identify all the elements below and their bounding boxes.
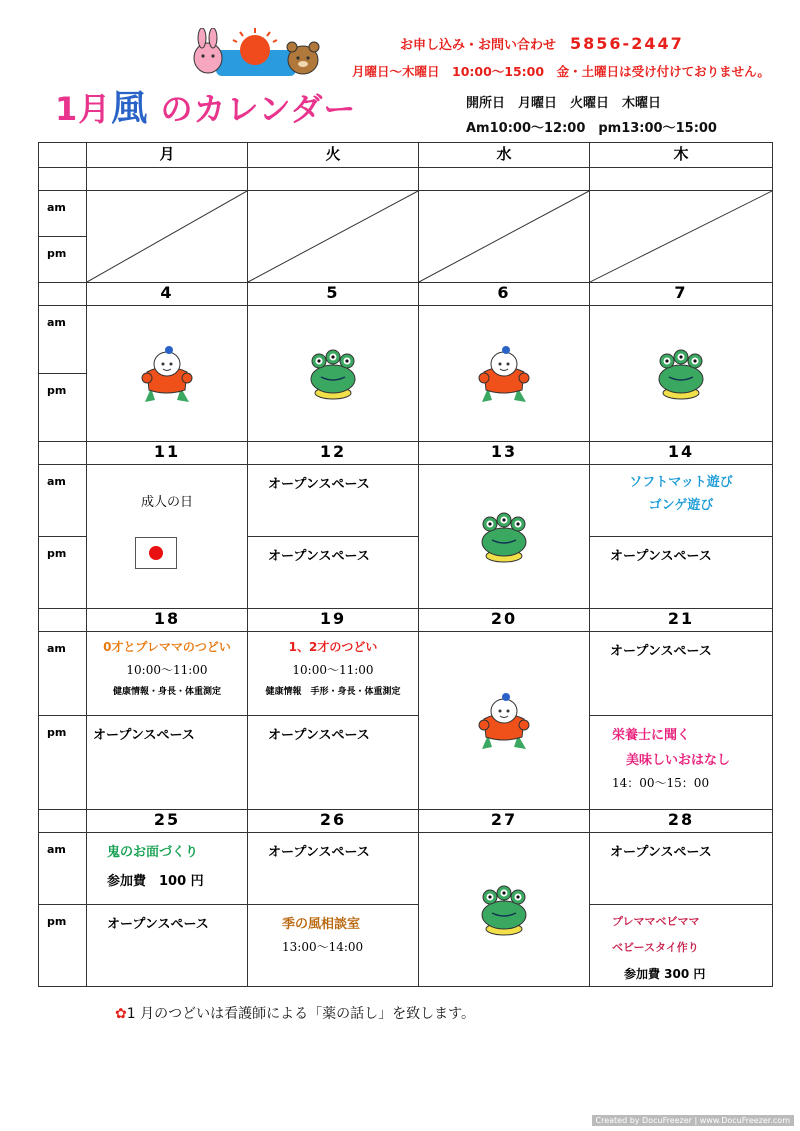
sun-animals-logo-icon	[188, 28, 323, 84]
green-frog-icon	[478, 510, 530, 564]
pm-label: pm	[39, 905, 87, 987]
am-label: am	[39, 465, 87, 537]
pm-label: pm	[39, 537, 87, 609]
day-cell	[590, 537, 773, 609]
contact-number: 5856-2447	[570, 34, 684, 53]
date-cell: 7	[590, 283, 773, 306]
event-title: オープンスペース	[268, 549, 370, 564]
date-cell: 25	[87, 810, 248, 833]
date-cell: 21	[590, 609, 773, 632]
green-frog-icon	[655, 347, 707, 401]
date-cell: 13	[419, 442, 590, 465]
date-cell: 6	[419, 283, 590, 306]
date-cell: 4	[87, 283, 248, 306]
am-label: am	[39, 191, 87, 237]
day-cell	[590, 905, 773, 987]
day-cell	[87, 632, 248, 716]
event-title: 美味しいおはなし	[626, 753, 731, 768]
empty-cell	[248, 191, 419, 283]
week3-am-row	[39, 632, 773, 716]
week3-date-row	[39, 609, 773, 632]
mascot-character-icon	[478, 344, 530, 404]
credit-badge: Created by DocuFreezer | www.DocuFreezer.com	[592, 1115, 795, 1126]
day-cell	[87, 833, 248, 905]
am-label: am	[39, 306, 87, 374]
open-days: 開所日 月曜日 火曜日 木曜日	[466, 96, 662, 111]
date-cell: 11	[87, 442, 248, 465]
empty-cell	[419, 191, 590, 283]
empty-cell	[87, 191, 248, 283]
date-cell: 26	[248, 810, 419, 833]
weekday-tue: 火	[248, 143, 419, 168]
event-title: 栄養士に聞く	[612, 728, 691, 743]
contact-line	[400, 34, 684, 53]
event-title: 1、2才のつどい	[288, 640, 378, 654]
am-label: am	[39, 833, 87, 905]
day-cell	[248, 905, 419, 987]
date-cell: 28	[590, 810, 773, 833]
date-cell: 20	[419, 609, 590, 632]
weekday-wed: 水	[419, 143, 590, 168]
week4-am-row	[39, 833, 773, 905]
event-title: 0才とプレママのつどい	[103, 640, 231, 654]
event-time: 14：00～15：00	[612, 776, 710, 790]
event-title: オープンスペース	[93, 728, 195, 743]
day-cell	[87, 306, 248, 442]
date-cell: 12	[248, 442, 419, 465]
day-cell	[248, 306, 419, 442]
week1-am-row	[39, 306, 773, 374]
green-frog-icon	[478, 883, 530, 937]
event-title: オープンスペース	[268, 845, 370, 860]
day-cell	[419, 833, 590, 987]
event-fee: 参加費 100 円	[107, 874, 204, 889]
calendar-table	[38, 142, 773, 987]
week4-pm-row	[39, 905, 773, 987]
page-title	[55, 80, 356, 131]
week0-am-row	[39, 191, 773, 237]
japan-flag-icon	[135, 537, 177, 569]
weekday-mon: 月	[87, 143, 248, 168]
event-time: 10:00～11:00	[126, 663, 208, 677]
mascot-character-icon	[478, 691, 530, 751]
week1-date-row	[39, 283, 773, 306]
pm-label: pm	[39, 374, 87, 442]
event-time: 13:00～14:00	[282, 940, 364, 954]
event-note: 健康情報・身長・体重測定	[112, 687, 221, 697]
empty-cell	[590, 191, 773, 283]
day-cell	[248, 716, 419, 810]
day-cell	[87, 716, 248, 810]
event-title: 鬼のお面づくり	[107, 845, 199, 860]
date-cell: 27	[419, 810, 590, 833]
hours-note: 月曜日～木曜日 10:00～15:00 金・土曜日は受け付けておりません。	[352, 64, 770, 79]
day-cell	[590, 465, 773, 537]
week4-date-row	[39, 810, 773, 833]
day-cell	[87, 905, 248, 987]
title-kaze: 風	[111, 88, 149, 129]
week0-date-row	[39, 168, 773, 191]
day-cell	[590, 306, 773, 442]
event-title: オープンスペース	[107, 917, 209, 932]
day-cell	[248, 833, 419, 905]
day-cell	[419, 306, 590, 442]
week2-am-row	[39, 465, 773, 537]
am-label: am	[39, 632, 87, 716]
weekday-header-row	[39, 143, 773, 168]
corner-cell	[39, 143, 87, 168]
day-cell	[419, 465, 590, 609]
title-calendar: のカレンダー	[148, 90, 357, 128]
event-fee: 参加費 300 円	[624, 967, 706, 981]
event-title: オープンスペース	[268, 477, 370, 492]
day-cell	[248, 537, 419, 609]
event-title: ベビースタイ作り	[612, 941, 699, 954]
event-title: ソフトマット遊び	[629, 475, 733, 490]
title-month: 1月	[55, 90, 112, 128]
day-cell	[590, 716, 773, 810]
event-title: ゴンゲ遊び	[648, 498, 714, 513]
green-frog-icon	[307, 347, 359, 401]
day-cell-holiday	[87, 465, 248, 609]
event-time: 10:00～11:00	[292, 663, 374, 677]
flower-icon: ✿	[115, 1006, 127, 1022]
event-note: 健康情報 手形・身長・体重測定	[265, 687, 401, 697]
day-cell	[590, 833, 773, 905]
date-cell: 5	[248, 283, 419, 306]
date-cell: 19	[248, 609, 419, 632]
date-cell: 14	[590, 442, 773, 465]
pm-label: pm	[39, 716, 87, 810]
mascot-character-icon	[141, 344, 193, 404]
day-cell	[590, 632, 773, 716]
event-title: オープンスペース	[610, 845, 712, 860]
date-cell: 18	[87, 609, 248, 632]
week3-pm-row	[39, 716, 773, 810]
open-times: Am10:00～12:00 pm13:00～15:00	[466, 121, 717, 136]
day-cell	[248, 632, 419, 716]
weekday-thu: 木	[590, 143, 773, 168]
day-cell	[248, 465, 419, 537]
footnote-text: 1 月のつどいは看護師による「薬の話し」を致します。	[126, 1006, 475, 1022]
event-title: オープンスペース	[610, 644, 712, 659]
event-title: プレママベビママ	[612, 915, 700, 928]
event-title: 季の風相談室	[282, 917, 361, 932]
holiday-name: 成人の日	[140, 495, 193, 510]
footnote	[115, 1003, 475, 1023]
contact-label: お申し込み・お問い合わせ	[400, 38, 557, 53]
week2-date-row	[39, 442, 773, 465]
event-title: オープンスペース	[610, 549, 712, 564]
day-cell	[419, 632, 590, 810]
pm-label: pm	[39, 237, 87, 283]
event-title: オープンスペース	[268, 728, 370, 743]
